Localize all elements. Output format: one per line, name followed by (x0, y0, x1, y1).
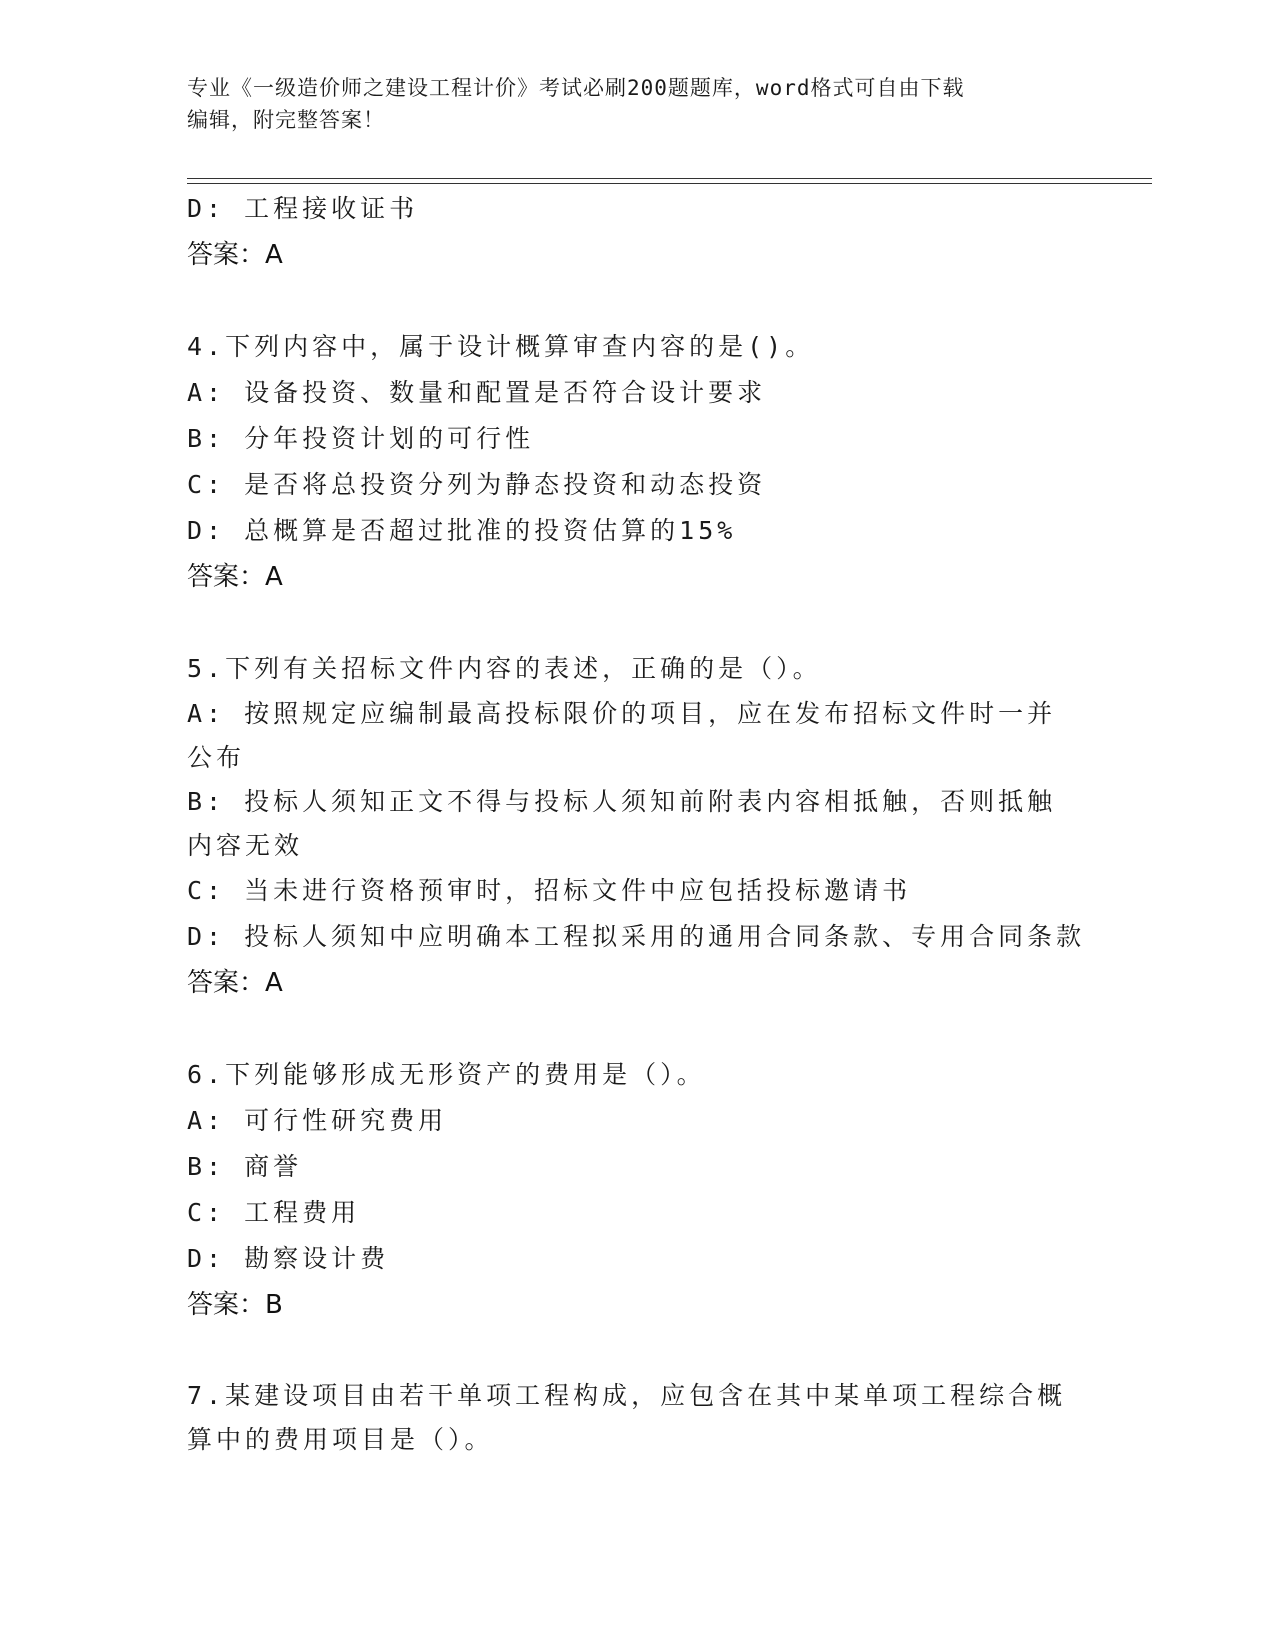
answer-label: 答案：A (187, 562, 283, 592)
header-line-2: 编辑，附完整答案！ (187, 108, 385, 132)
option-a: A: 设备投资、数量和配置是否符合设计要求 (187, 378, 767, 407)
option-c: C: 工程费用 (187, 1198, 361, 1227)
answer-label: 答案：B (187, 1290, 283, 1320)
option-a: A: 可行性研究费用 (187, 1106, 448, 1135)
document-body (187, 186, 1087, 1462)
question-block-5 (187, 646, 1087, 1006)
option-d: D: 投标人须知中应明确本工程拟采用的通用合同条款、专用合同条款 (187, 922, 1086, 951)
option-d: D: 勘察设计费 (187, 1244, 390, 1273)
option-d: D: 工程接收证书 (187, 194, 419, 223)
document-header (187, 72, 1087, 136)
answer-label: 答案：A (187, 240, 283, 270)
question-title: 4.下列内容中，属于设计概算审查内容的是()。 (187, 332, 815, 361)
option-b: B: 商誉 (187, 1152, 303, 1181)
spacer (187, 600, 1087, 646)
question-title: 5.下列有关招标文件内容的表述，正确的是（）。 (187, 654, 822, 683)
question-block-6 (187, 1052, 1087, 1328)
option-a: A: 按照规定应编制最高投标限价的项目，应在发布招标文件时一并公布 (187, 699, 1057, 772)
question-title: 7.某建设项目由若干单项工程构成，应包含在其中某单项工程综合概算中的费用项目是（）。 (187, 1381, 1067, 1454)
spacer (187, 1006, 1087, 1052)
option-b: B: 投标人须知正文不得与投标人须知前附表内容相抵触，否则抵触内容无效 (187, 787, 1057, 860)
option-c: C: 是否将总投资分列为静态投资和动态投资 (187, 470, 767, 499)
spacer (187, 1328, 1087, 1374)
header-divider (187, 178, 1152, 184)
question-block-3-tail (187, 186, 1087, 278)
answer-label: 答案：A (187, 968, 283, 998)
spacer (187, 278, 1087, 324)
question-block-4 (187, 324, 1087, 600)
option-b: B: 分年投资计划的可行性 (187, 424, 535, 453)
option-d: D: 总概算是否超过批准的投资估算的15% (187, 516, 737, 545)
header-line-1: 专业《一级造价师之建设工程计价》考试必刷200题题库，word格式可自由下载 (187, 76, 965, 100)
question-block-7 (187, 1374, 1087, 1462)
question-title: 6.下列能够形成无形资产的费用是（）。 (187, 1060, 706, 1089)
option-c: C: 当未进行资格预审时，招标文件中应包括投标邀请书 (187, 876, 912, 905)
